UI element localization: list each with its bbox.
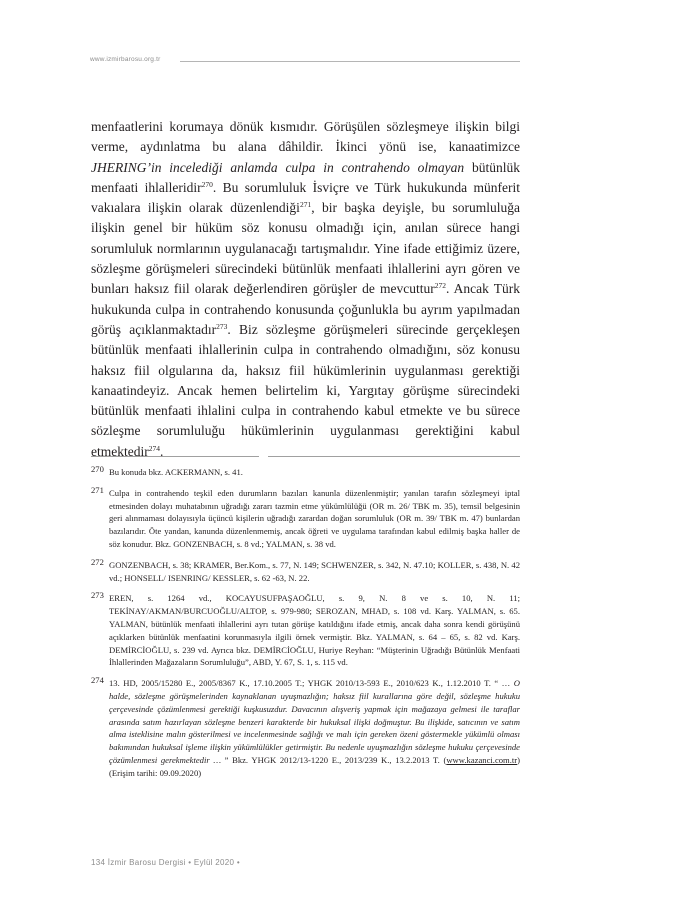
footnote-ref-273[interactable]: 273 xyxy=(216,321,228,331)
footnote-text: Culpa in contrahendo teşkil eden durumların bazıları kanunla düzenlenmiştir; yanılan tarafın sözleşmeyi iptal etmesinden dolayı muhatabının uğradığı zararı tazmin etme yükümlülüğü (OR m. 26/ TBK m. 35), temsil belgesinin geri alınmaması dolayısıyla üçüncü kişilerin uğradığı zarardan doğan sorumluluk (OR m. 39/ TBK m. 47) bunlardan bazılarıdır. Öte yandan, kanunda düzenlenmemiş, ancak öğreti ve uygulama tarafından kabul edilmiş başka haller de söz konudur. Bkz. GONZENBACH, s. 8 vd.; YALMAN, s. 38 vd. xyxy=(109,487,520,549)
footnote-separator-right xyxy=(268,456,520,457)
footnote-271 xyxy=(91,484,520,551)
body-paragraph xyxy=(91,117,520,462)
footnote-separator-left xyxy=(91,456,259,457)
footnote-ref-272[interactable]: 272 xyxy=(434,281,446,291)
body-text-1: menfaatlerini korumaya dönük kısmıdır. Görüşülen sözleşmeye ilişkin bilgi verme, aydınlatma bu alana dâhildir. İkinci yönü ise, kanaatimizce xyxy=(91,119,520,155)
body-text-7: . xyxy=(159,443,164,459)
footnote-text xyxy=(109,678,520,778)
footnote-270 xyxy=(91,466,520,479)
footnotes xyxy=(91,466,520,788)
footnote-text: EREN, s. 1264 vd., KOCAYUSUFPAŞAOĞLU, s. 9, N. 8 ve s. 10, N. 11; TEKİNAY/AKMAN/BURCUOĞLU/ALTOP, s. 979-980; SEROZAN, MHAD, s. 108 vd. Karş. YALMAN, s. 65. YALMAN, bütünlük menfaati ihlallerini ayrı tutan görüşe katıldığını ifade etmiş, ancak daha sonra kendi görüşünü açıklarken bütünlük menfaatini korunmasıyla ilgili örnek vermiştir. Bkz. YALMAN, s. 64 – 65, s. 82 vd. Karş. DEMİRCİOĞLU, s. 239 vd. Ayrıca bkz. DEMİRCİOĞLU, Huriye Reyhan: “Müşterinin Uğradığı Bütünlük Menfaati İhlallerinden Mağazaların Sorumluluğu”, ABD, Y. 67, S. 1, s. 115 vd. xyxy=(109,593,520,668)
body-italic: JHERING’in incelediği anlamda culpa in contrahendo olmayan xyxy=(91,159,465,175)
header-url: www.izmirbarosu.org.tr xyxy=(90,56,161,63)
footnote-ref-270[interactable]: 270 xyxy=(201,179,213,189)
footnote-ref-271[interactable]: 271 xyxy=(299,200,312,210)
footnote-273 xyxy=(91,592,520,669)
footnote-quote: O halde, sözleşme görüşmelerinden kaynaklanan uyuşmazlığın; haksız fiil kurallarına göre değil, sözleşme hukuku çerçevesinde çözümlenmesi gerektiği kuşkusuzdur. Davacının alışveriş yapmak için mağazaya gelmesi ile taraflar arasında satım hazırlayan sözleşme benzeri karakterde bir hukuksal ilişki doğmuştur. Bu ilişkide, satıcının ve satım alma isteklisine malın gösterilmesi ve incelenmesinde sağlığı ve malı için gereken özeni göstermekle yükümlü olması bakımından hukuksal işleme ilişkin yükümlülükler getirmiştir. Bu nedenle uyuşmazlığın sözleşme hukuku çerçevesinde çözümlenmesi gerekmektedir … xyxy=(109,678,520,765)
footnote-number: 270 xyxy=(91,464,104,474)
body-text-4: , bir başka deyişle, bu sorumluluğa ilişkin genel bir hüküm söz konusu olmadığı için, anılan sürece hangi sorumluluk normlarının uygulanacağı tartışmalıdır. Yine ifade ettiğimiz üzere, sözleşme görüşmeleri sürecindeki bütünlük menfaati ihlallerini ayrı gören ve bunları haksız fiil olarak değerlendiren görüşler de mevcuttur xyxy=(91,200,520,297)
kazanci-link[interactable]: www.kazanci.com.tr xyxy=(446,754,518,765)
footnote-ref-274[interactable]: 274 xyxy=(148,443,160,453)
footnote-number: 271 xyxy=(91,484,104,495)
footnote-number: 274 xyxy=(91,675,104,686)
body-text-6: . Biz sözleşme görüşmeleri sürecinde gerçekleşen bütünlük menfaati ihlallerinin culpa in contrahendo olmadığını, söz konusu haksız fiil olgularına da, haksız fiil hükümlerinin uygulanması gerektiği kanaatindeyiz. Ancak hemen belirtelim ki, Yargıtay görüşme sürecindeki bütünlük menfaati ihlalini culpa in contrahendo kabul etmekte ve bu sürece sözleşme sorumluluğu hükümlerinin uygulanması gerektiğini kabul etmektedir xyxy=(91,321,520,459)
footnote-272 xyxy=(91,556,520,585)
body-text-5: . Ancak Türk hukukunda culpa in contrahendo konusunda çoğunlukla bu ayrım yapılmadan görüş açıklanmaktadır xyxy=(91,281,520,337)
page-footer: 134 İzmir Barosu Dergisi • Eylül 2020 • xyxy=(91,858,240,867)
footnote-text-part: ) (Erişim tarihi: 09.09.2020) xyxy=(109,754,521,778)
footnote-text: Bu konuda bkz. ACKERMANN, s. 41. xyxy=(109,467,243,477)
footnote-number: 272 xyxy=(91,556,104,567)
header-rule xyxy=(180,61,520,62)
footnote-number: 273 xyxy=(91,590,104,601)
footnote-text: GONZENBACH, s. 38; KRAMER, Ber.Kom., s. 77, N. 149; SCHWENZER, s. 342, N. 47.10; KOLLER, s. 438, N. 42 vd.; HONSELL/ ISENRING/ KESSLER, s. 62 -63, N. 22. xyxy=(109,559,520,583)
footnote-text-part: 13. HD, 2005/15280 E., 2005/8367 K., 17.10.2005 T.; YHGK 2010/13-593 E., 2010/623 K., 1.12.2010 T. “ … xyxy=(109,678,514,689)
footnote-text-part: ” Bkz. YHGK 2012/13-1220 E., 2013/239 K., 13.2.2013 T. ( xyxy=(220,754,447,765)
body-text-2: bütünlük menfaati ihlalleridir xyxy=(91,159,520,195)
body-text-3: . Bu sorumluluk İsviçre ve Türk hukukunda münferit vakıalara ilişkin olarak düzenlendiği xyxy=(91,179,521,216)
footnote-274 xyxy=(91,677,520,779)
